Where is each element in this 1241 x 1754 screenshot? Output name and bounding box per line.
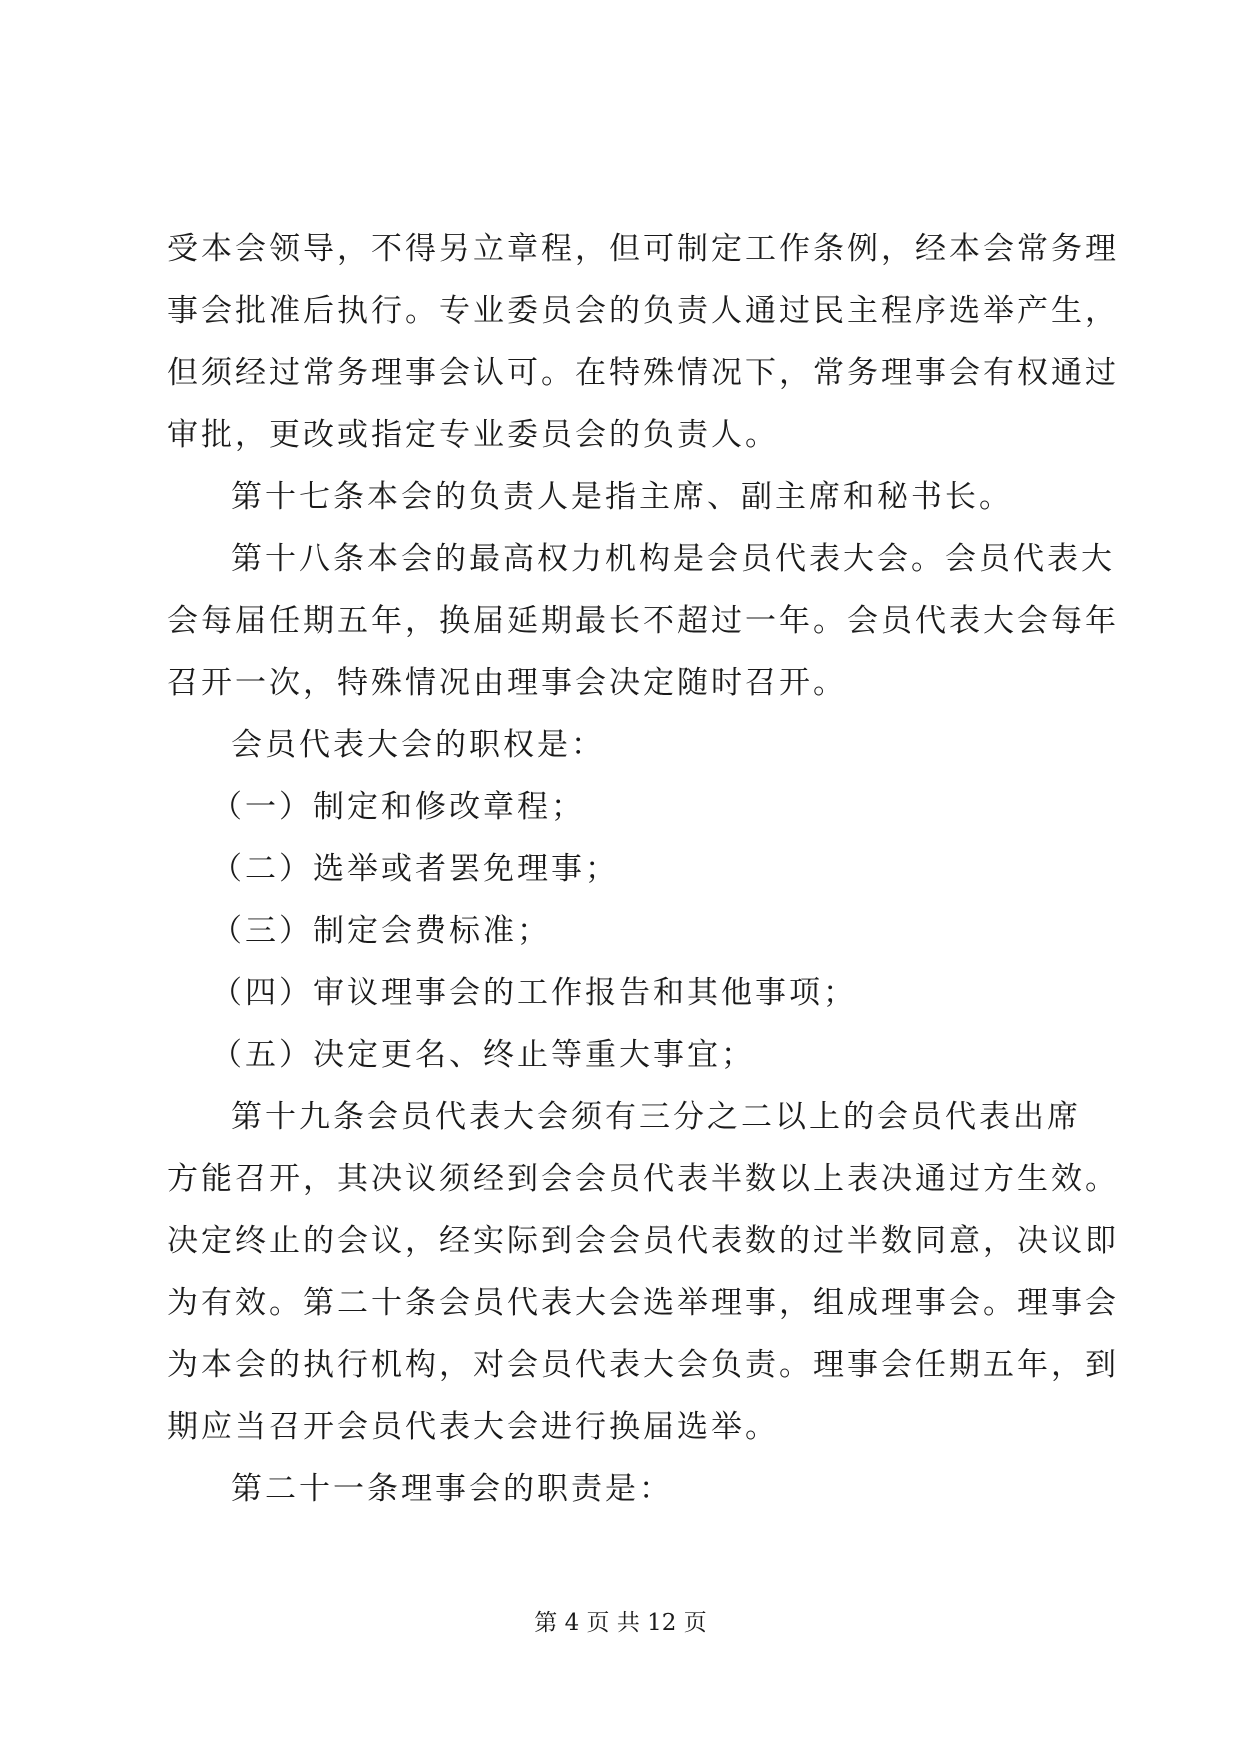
text-line: 决定终止的会议，经实际到会会员代表数的过半数同意，决议即	[167, 1223, 1119, 1259]
text-line: 审批，更改或指定专业委员会的负责人。	[167, 417, 779, 453]
article-19-line: 第十九条会员代表大会须有三分之二以上的会员代表出席	[231, 1099, 1081, 1135]
text-line: 事会批准后执行。专业委员会的负责人通过民主程序选举产生，	[167, 293, 1119, 329]
list-item-line: （一）制定和修改章程；	[211, 789, 585, 825]
powers-heading-line: 会员代表大会的职权是：	[231, 727, 605, 763]
text-line: 受本会领导，不得另立章程，但可制定工作条例，经本会常务理	[167, 231, 1119, 267]
article-17-line: 第十七条本会的负责人是指主席、副主席和秘书长。	[231, 479, 1013, 515]
text-line: 会每届任期五年，换届延期最长不超过一年。会员代表大会每年	[167, 603, 1119, 639]
page-number-footer: 第 4 页 共 12 页	[534, 1610, 707, 1636]
text-line: 为有效。第二十条会员代表大会选举理事，组成理事会。理事会	[167, 1285, 1119, 1321]
list-item-line: （二）选举或者罢免理事；	[211, 851, 619, 887]
text-line: 期应当召开会员代表大会进行换届选举。	[167, 1409, 779, 1445]
list-item-line: （三）制定会费标准；	[211, 913, 551, 949]
document-body	[167, 228, 1119, 1511]
text-line: 为本会的执行机构，对会员代表大会负责。理事会任期五年，到	[167, 1347, 1119, 1383]
text-line: 召开一次，特殊情况由理事会决定随时召开。	[167, 665, 847, 701]
list-item-line: （四）审议理事会的工作报告和其他事项；	[211, 975, 857, 1011]
text-line: 但须经过常务理事会认可。在特殊情况下，常务理事会有权通过	[167, 355, 1119, 391]
article-21-line: 第二十一条理事会的职责是：	[231, 1471, 673, 1507]
article-18-line: 第十八条本会的最高权力机构是会员代表大会。会员代表大	[231, 541, 1115, 577]
list-item-line: （五）决定更名、终止等重大事宜；	[211, 1037, 755, 1073]
text-line: 方能召开，其决议须经到会会员代表半数以上表决通过方生效。	[167, 1161, 1119, 1197]
